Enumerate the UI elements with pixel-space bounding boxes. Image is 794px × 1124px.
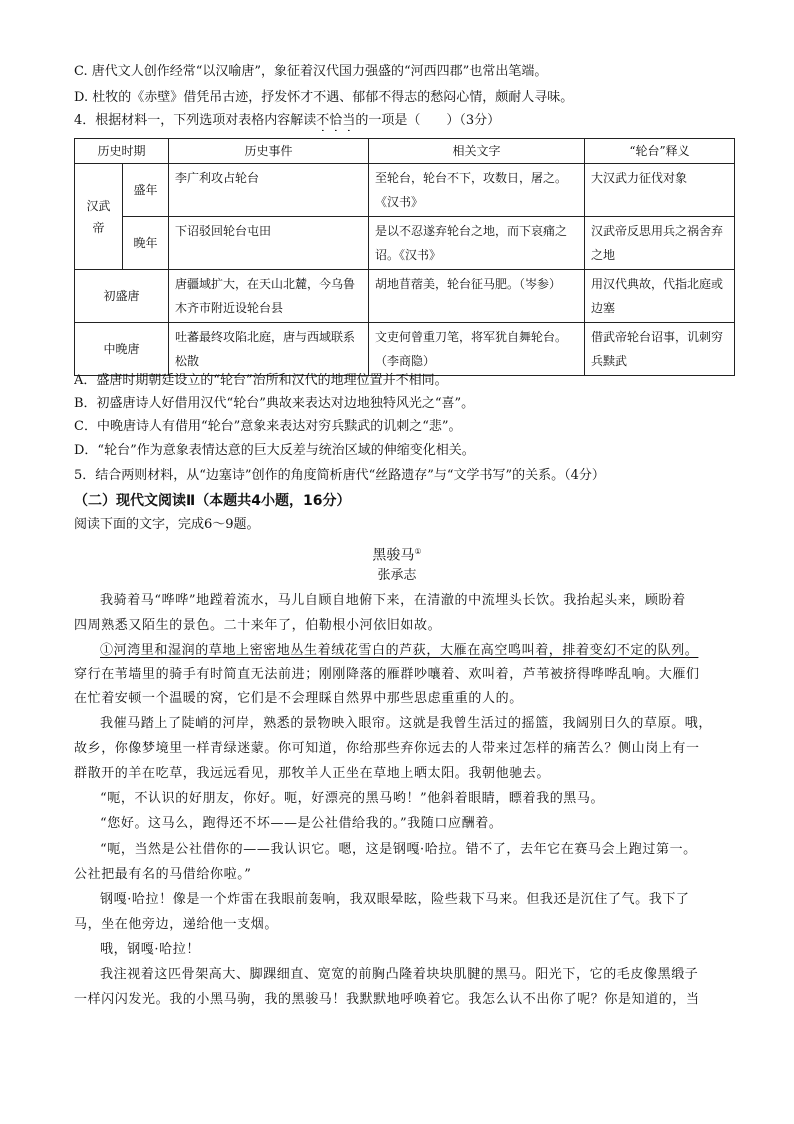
q4-stem-part1: 4．根据材料一，下列选项对表格内容解读 — [74, 113, 317, 128]
q4-option-c: C．中晚唐诗人有借用“轮台”意象来表达对穷兵黩武的讥刺之“悲”。 — [74, 419, 462, 434]
table-cell-period: 中晚唐 — [75, 323, 169, 376]
table-cell-event: 唐疆域扩大，在天山北麓，今乌鲁木齐市附近设轮台县 — [169, 270, 369, 323]
q3-option-c: C. 唐代文人创作经常“以汉喻唐”，象征着汉代国力强盛的“河西四郡”也常出笔端。 — [74, 64, 548, 79]
table-cell-subperiod: 晚年 — [123, 217, 169, 270]
table-cell-meaning: 用汉代典故，代指北庭或边塞 — [585, 270, 735, 323]
story-line: 我催马踏上了陡峭的河岸，熟悉的景物映入眼帘。这就是我曾生活过的摇篮，我阔别日久的草原。哦， — [100, 716, 713, 731]
q4-stem-emph-1: 不 — [316, 113, 330, 128]
story-line: “呃，当然是公社借你的——我认识它。嗯，这是钢嘎·哈拉。错不了，去年它在赛马会上跑过第一。 — [100, 842, 697, 857]
q4-option-d: D．“轮台”作为意象表情达意的巨大反差与统治区域的伸缩变化相关。 — [74, 443, 475, 458]
table-header: 历史时期 — [75, 139, 169, 164]
q4-stem-emph-3: 当 — [342, 113, 356, 128]
story-line: 马，坐在他旁边，递给他一支烟。 — [74, 917, 279, 932]
table-header-row — [75, 139, 735, 164]
table-row — [75, 217, 735, 270]
story-line: 群散开的羊在吃草，我远远看见，那牧羊人正坐在草地上晒太阳。我朝他驰去。 — [74, 766, 551, 781]
story-title-text: 黑骏马 — [372, 547, 415, 564]
table-cell-text: 是以不忍遂弃轮台之地，而下哀痛之诏。《汉书》 — [369, 217, 585, 270]
table-cell-subperiod: 盛年 — [123, 164, 169, 217]
story-title — [0, 542, 794, 566]
story-line: 我骑着马“哗哗”地蹚着流水，马儿自顾自地俯下来，在清澈的中流埋头长饮。我抬起头来，顾盼着 — [100, 593, 686, 608]
table-header: 历史事件 — [169, 139, 369, 164]
table-cell-text: 胡地苜蓿美，轮台征马肥。（岑参） — [369, 270, 585, 323]
table-cell-period: 初盛唐 — [75, 270, 169, 323]
q4-option-a: A．盛唐时期朝廷设立的“轮台”治所和汉代的地理位置并不相同。 — [74, 373, 448, 388]
table-row — [75, 164, 735, 217]
table-cell-meaning: 借武帝轮台诏事，讥刺穷兵黩武 — [585, 323, 735, 376]
q3-option-d: D. 杜牧的《赤壁》借凭吊古迹，抒发怀才不遇、郁郁不得志的愁闷心情，颇耐人寻味。 — [74, 90, 574, 105]
table-cell-meaning: 大汉武力征伐对象 — [585, 164, 735, 217]
q4-stem-part2: 的一项是（ ）（3分） — [355, 113, 501, 128]
q4-stem-emph-2: 恰 — [329, 113, 343, 128]
story-line: 穿行在苇墙里的骑手有时简直无法前进；刚刚降落的雁群吵嚷着、欢叫着，芦苇被挤得哗哗乱响。大雁们 — [74, 667, 700, 682]
table-row — [75, 270, 735, 323]
story-line: 我注视着这匹骨架高大、脚踝细直、宽宽的前胸凸隆着块块肌腱的黑马。阳光下，它的毛皮像黑缎子 — [100, 967, 699, 982]
story-line: 在忙着安顿一个温暖的窝，它们是不会理睬自然界中那些思虑重重的人的。 — [74, 691, 523, 706]
q5-stem: 5．结合两则材料，从“边塞诗”创作的角度简析唐代“丝路遗存”与“文学书写”的关系。（4分） — [74, 468, 605, 483]
story-line: “您好。这马么，跑得还不坏——是公社借给我的。”我随口应酬着。 — [100, 816, 503, 831]
section-instruction: 阅读下面的文字，完成6～9题。 — [74, 517, 260, 532]
section-heading: （二）现代文阅读Ⅱ（本题共4小题，16分） — [74, 493, 351, 509]
table-cell-event: 下诏驳回轮台屯田 — [169, 217, 369, 270]
story-line: “呃，不认识的好朋友，你好。呃，好漂亮的黑马哟！”他斜着眼睛，瞟着我的黑马。 — [100, 791, 605, 806]
table-cell-event: 李广利攻占轮台 — [169, 164, 369, 217]
table-header: “轮台”释义 — [585, 139, 735, 164]
story-line: 钢嘎·哈拉！像是一个炸雷在我眼前轰响，我双眼晕眩，险些栽下马来。但我还是沉住了气。我下了 — [100, 892, 690, 907]
story-line: 一样闪闪发光。我的小黑马驹，我的黑骏马！我默默地呼唤着它。我怎么认不出你了呢？你是知道的，当 — [74, 992, 700, 1007]
story-author: 张承志 — [377, 568, 417, 583]
story-line: 哦，钢嘎·哈拉！ — [100, 942, 200, 957]
table-cell-meaning: 汉武帝反思用兵之祸舍弃之地 — [585, 217, 735, 270]
story-line: 故乡，你像梦境里一样青绿迷蒙。你可知道，你给那些弃你远去的人带来过怎样的痛苦么？侧山岗上有一 — [74, 741, 700, 756]
table-cell-text: 至轮台，轮台不下，攻数日，屠之。《汉书》 — [369, 164, 585, 217]
table-cell-event: 吐蕃最终攻陷北庭，唐与西域联系松散 — [169, 323, 369, 376]
story-line: 公社把最有名的马借给你啦。” — [74, 867, 252, 882]
table-header: 相关文字 — [369, 139, 585, 164]
history-table — [74, 138, 735, 376]
story-line-underlined — [74, 641, 734, 661]
table-cell-period: 汉武帝 — [75, 164, 123, 270]
q4-stem — [74, 111, 734, 131]
table-cell-text: 文吏何曾重刀笔，将军犹自舞轮台。（李商隐） — [369, 323, 585, 376]
q4-option-b: B．初盛唐诗人好借用汉代“轮台”典故来表达对边地独特风光之“喜”。 — [74, 396, 475, 411]
story-title-footnote-mark: ① — [414, 547, 422, 556]
underlined-sentence: ①河湾里和湿润的草地上密密地丛生着绒花雪白的芦荻，大雁在高空鸣叫着，排着变幻不定的队列。 — [100, 643, 699, 658]
story-line: 四周熟悉又陌生的景色。二十来年了，伯勒根小河依旧如故。 — [74, 618, 442, 633]
table-row — [75, 323, 735, 376]
